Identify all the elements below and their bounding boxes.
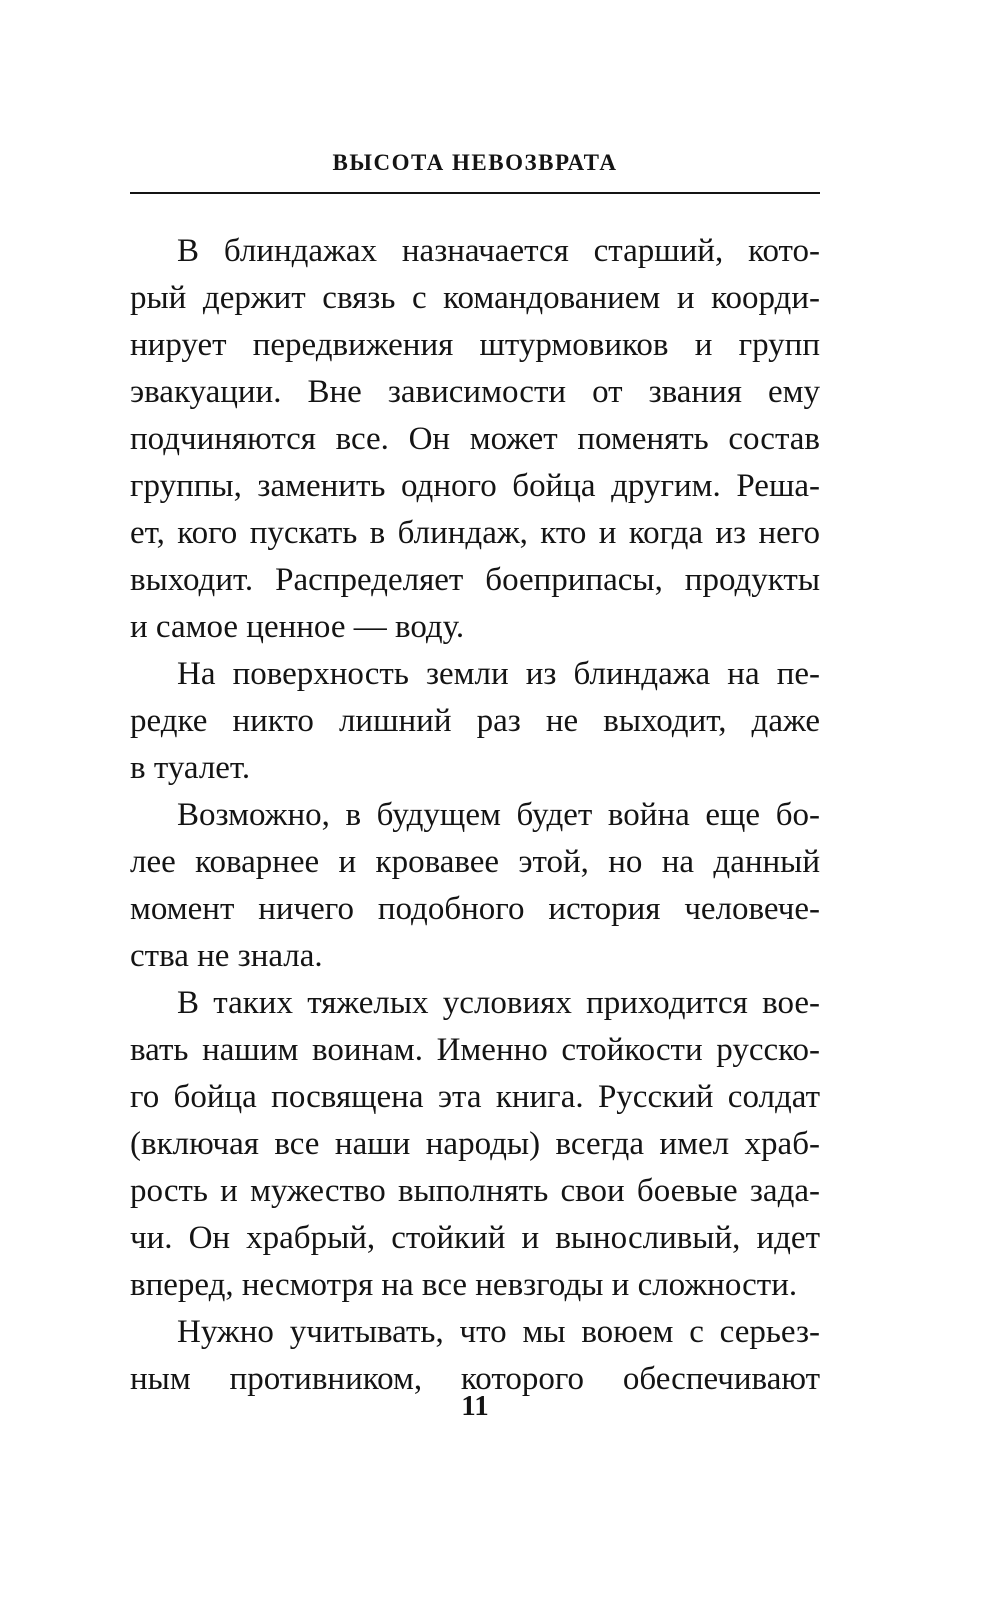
text-line: выходит. Распределяет боеприпасы, продукты (130, 562, 820, 598)
text-line: вать нашим воинам. Именно стойкости русско- (130, 1032, 820, 1068)
text-line: рый держит связь с командованием и коорди- (130, 280, 820, 316)
text-line: и самое ценное — воду. (130, 609, 465, 645)
text-line: нирует передвижения штурмовиков и групп (130, 327, 820, 363)
header-rule (130, 192, 820, 194)
text-line: группы, заменить одного бойца другим. Реша- (130, 468, 820, 504)
text-line: Возможно, в будущем будет война еще бо- (177, 797, 820, 833)
text-line: На поверхность земли из блиндажа на пе- (177, 656, 820, 692)
text-line: лее коварнее и кровавее этой, но на данный (130, 844, 820, 880)
text-line: ства не знала. (130, 938, 323, 974)
text-line: ет, кого пускать в блиндаж, кто и когда из него (130, 515, 820, 551)
text-line: редке никто лишний раз не выходит, даже (130, 703, 820, 739)
text-line: В блиндажах назначается старший, кото- (177, 233, 820, 269)
text-line: го бойца посвящена эта книга. Русский солдат (130, 1079, 820, 1115)
text-line: ным противником, которого обеспечивают (130, 1361, 820, 1397)
text-line: Нужно учитывать, что мы воюем с серьез- (177, 1314, 820, 1350)
text-line: рость и мужество выполнять свои боевые зада- (130, 1173, 820, 1209)
text-line: чи. Он храбрый, стойкий и выносливый, идет (130, 1220, 820, 1256)
text-line: В таких тяжелых условиях приходится вое- (177, 985, 820, 1021)
body-text (130, 228, 820, 1403)
text-line: момент ничего подобного история человече- (130, 891, 820, 927)
text-line: подчиняются все. Он может поменять состав (130, 421, 820, 457)
running-head: ВЫСОТА НЕВОЗВРАТА (332, 150, 618, 175)
text-line: вперед, несмотря на все невзгоды и сложности. (130, 1267, 798, 1303)
text-line: (включая все наши народы) всегда имел храб- (130, 1126, 820, 1162)
text-line: в туалет. (130, 750, 251, 786)
text-line: эвакуации. Вне зависимости от звания ему (130, 374, 820, 410)
page-number: 11 (461, 1390, 489, 1422)
